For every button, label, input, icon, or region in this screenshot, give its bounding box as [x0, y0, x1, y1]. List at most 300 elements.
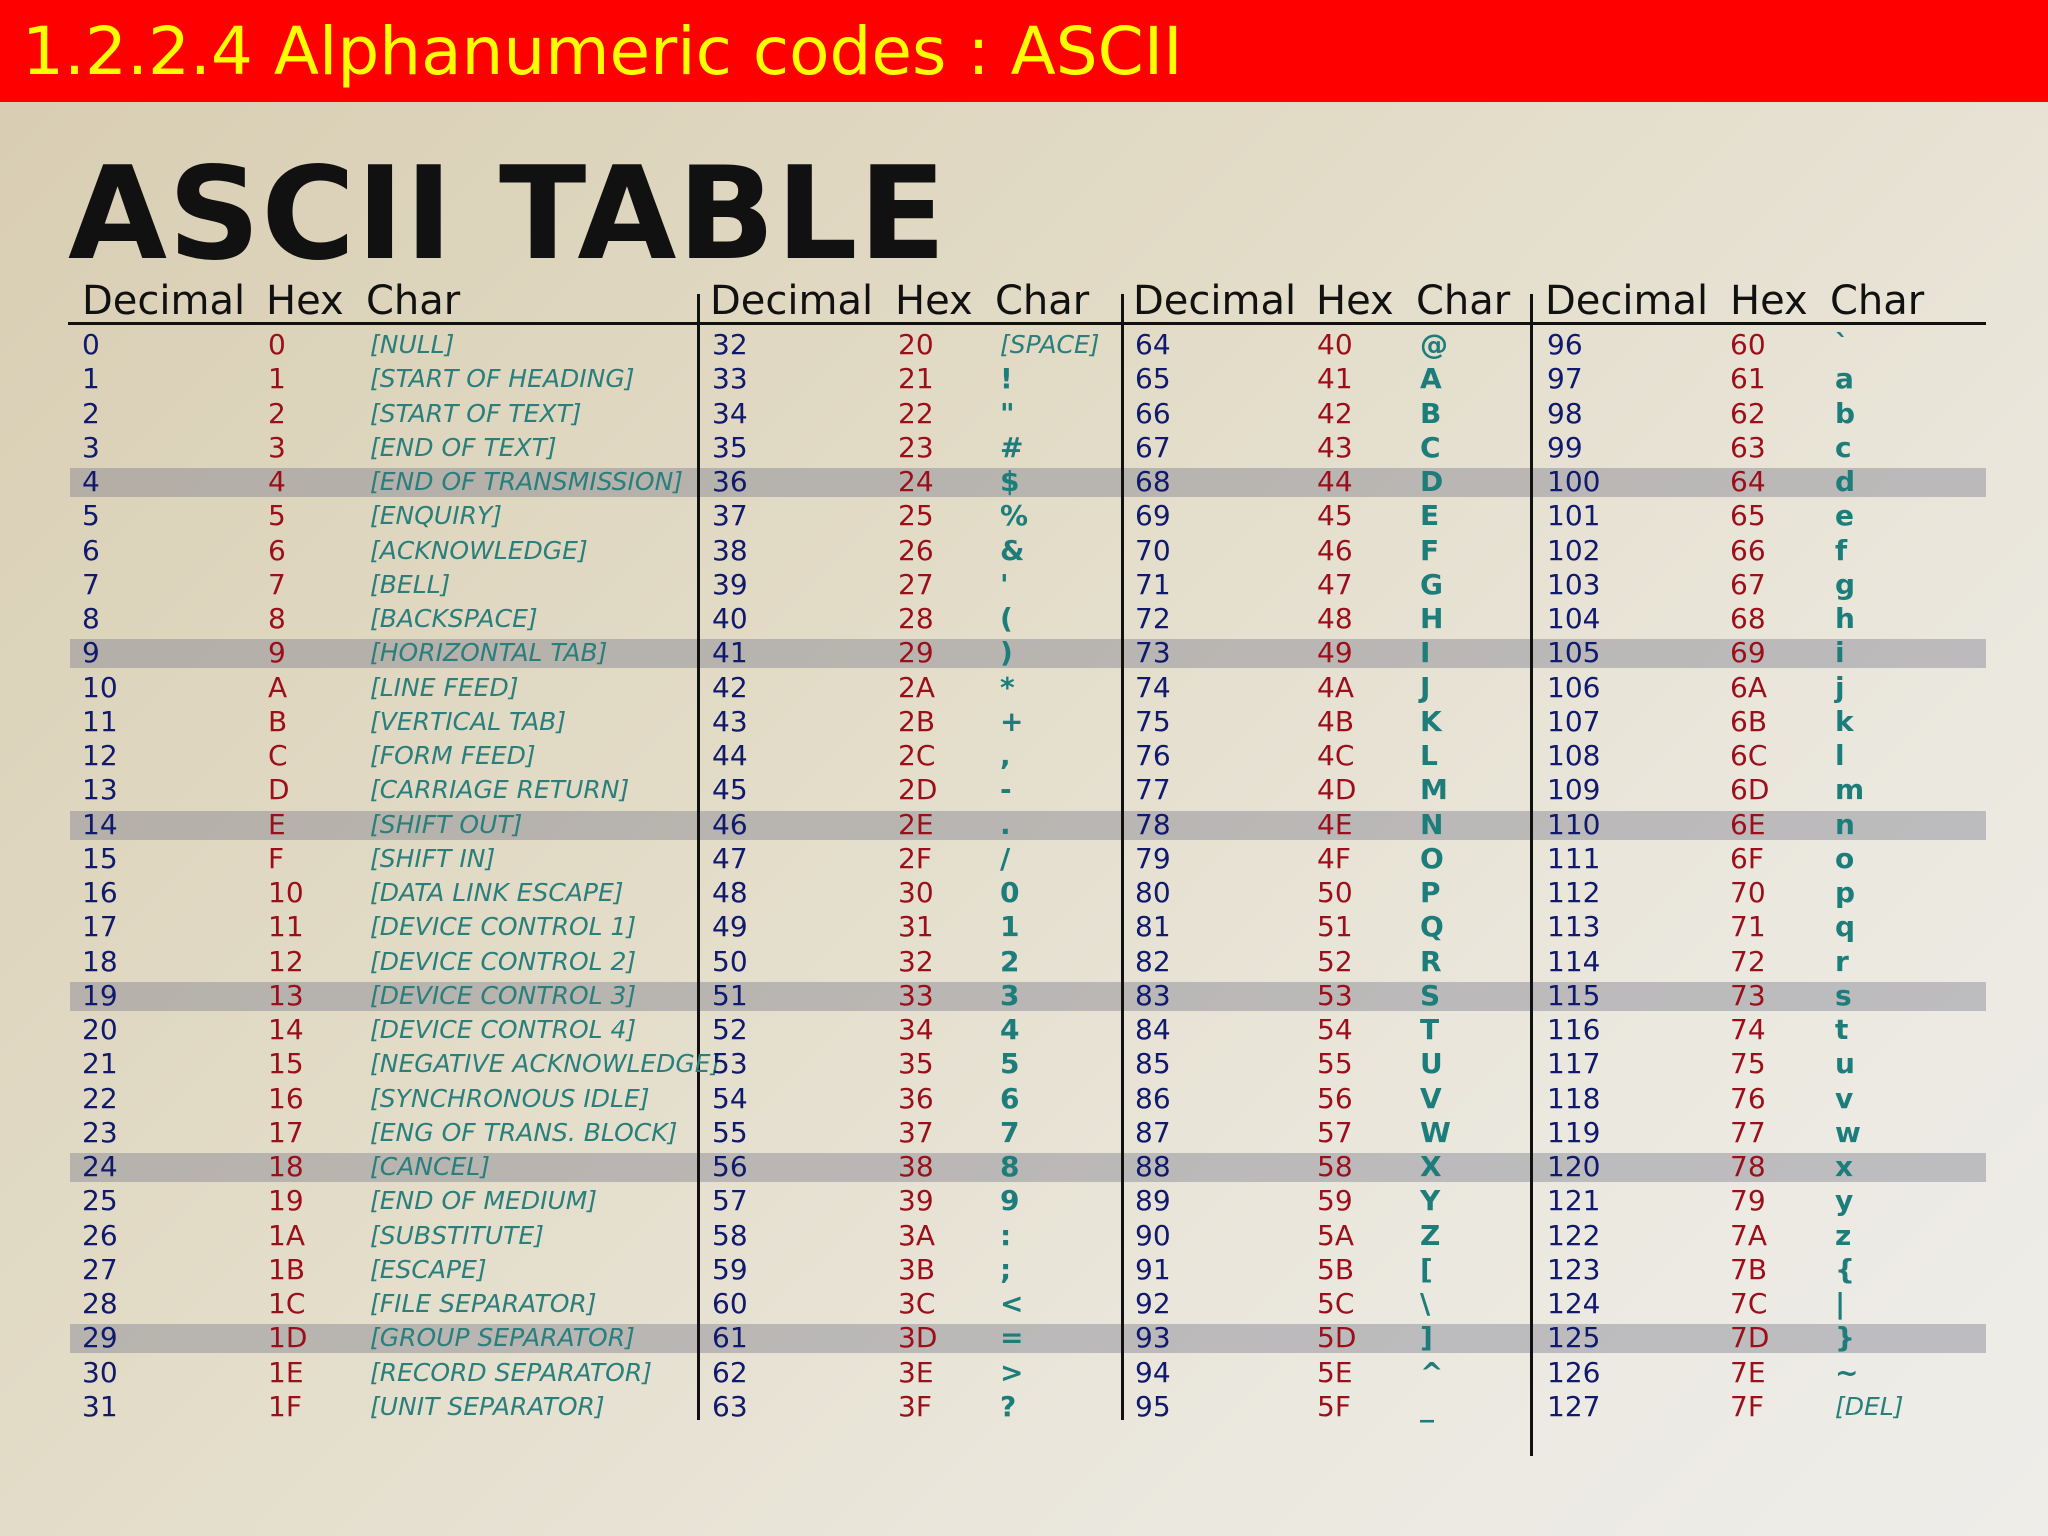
hex-cell: 67	[1730, 567, 1766, 601]
decimal-cell: 91	[1135, 1252, 1171, 1286]
hex-cell: 1C	[268, 1287, 306, 1320]
char-cell: K	[1420, 704, 1442, 738]
char-cell: r	[1835, 944, 1849, 978]
hex-cell: 77	[1730, 1115, 1766, 1149]
decimal-cell: 3	[82, 430, 100, 464]
slide-title: 1.2.2.4 Alphanumeric codes : ASCII	[22, 13, 1183, 90]
char-cell: [SYNCHRONOUS IDLE]	[370, 1083, 650, 1113]
decimal-cell: 63	[712, 1389, 748, 1423]
hex-cell: 63	[1730, 430, 1766, 464]
decimal-cell: 115	[1547, 978, 1601, 1012]
decimal-cell: 81	[1135, 910, 1171, 944]
hex-cell: 17	[268, 1115, 304, 1149]
char-cell: V	[1420, 1081, 1442, 1115]
hex-cell: 72	[1730, 944, 1766, 978]
decimal-cell: 33	[712, 362, 748, 396]
hex-cell: 42	[1317, 396, 1353, 430]
decimal-cell: 7	[82, 567, 100, 601]
decimal-cell: 82	[1135, 944, 1171, 978]
char-cell: S	[1420, 978, 1441, 1012]
hex-cell: 30	[898, 876, 934, 909]
hex-cell: 1A	[268, 1218, 305, 1252]
char-cell: [CARRIAGE RETURN]	[370, 775, 630, 805]
decimal-cell: 22	[82, 1081, 118, 1115]
decimal-cell: 57	[712, 1184, 748, 1218]
column-divider	[1530, 294, 1533, 1456]
char-cell: q	[1835, 910, 1856, 944]
char-cell: w	[1835, 1115, 1861, 1149]
hex-cell: 6	[268, 533, 286, 567]
char-cell: o	[1835, 841, 1855, 875]
column-header-char: Char	[1830, 278, 1925, 324]
hex-cell: 19	[268, 1184, 304, 1218]
decimal-cell: 40	[712, 602, 748, 635]
char-cell: u	[1835, 1047, 1855, 1081]
decimal-cell: 26	[82, 1218, 118, 1252]
decimal-cell: 5	[82, 499, 100, 533]
hex-cell: 4B	[1317, 704, 1355, 738]
char-cell: [HORIZONTAL TAB]	[370, 638, 608, 668]
hex-cell: E	[268, 807, 286, 841]
hex-cell: 48	[1317, 602, 1353, 635]
hex-cell: 58	[1317, 1150, 1353, 1183]
char-cell: $	[1000, 465, 1020, 498]
column-header-char: Char	[1416, 278, 1511, 324]
decimal-cell: 98	[1547, 396, 1583, 430]
hex-cell: 4E	[1317, 807, 1353, 841]
decimal-cell: 61	[712, 1321, 748, 1355]
hex-cell: 31	[898, 910, 934, 944]
hex-cell: 49	[1317, 636, 1353, 670]
char-cell: l	[1835, 739, 1845, 772]
char-cell: [END OF MEDIUM]	[370, 1186, 598, 1216]
hex-cell: 64	[1730, 465, 1766, 498]
decimal-cell: 0	[82, 328, 100, 361]
hex-cell: 3	[268, 430, 286, 464]
hex-cell: 2	[268, 396, 286, 430]
hex-cell: 50	[1317, 876, 1353, 909]
highlight-row-band	[70, 468, 1986, 497]
decimal-cell: 34	[712, 396, 748, 430]
char-cell: :	[1000, 1218, 1012, 1252]
decimal-cell: 51	[712, 978, 748, 1012]
decimal-cell: 94	[1135, 1355, 1171, 1389]
char-cell: [NULL]	[370, 330, 455, 359]
hex-cell: 5D	[1317, 1321, 1357, 1355]
char-cell: [CANCEL]	[370, 1152, 490, 1181]
hex-cell: 2F	[898, 841, 932, 875]
char-cell: h	[1835, 602, 1855, 635]
char-cell: [BACKSPACE]	[370, 604, 538, 633]
decimal-cell: 44	[712, 739, 748, 772]
hex-cell: 73	[1730, 978, 1766, 1012]
decimal-cell: 24	[82, 1150, 118, 1183]
decimal-cell: 43	[712, 704, 748, 738]
decimal-cell: 41	[712, 636, 748, 670]
char-cell: 4	[1000, 1013, 1020, 1046]
decimal-cell: 17	[82, 910, 118, 944]
decimal-cell: 9	[82, 636, 100, 670]
char-cell: y	[1835, 1184, 1854, 1218]
hex-cell: 57	[1317, 1115, 1353, 1149]
hex-cell: 36	[898, 1081, 934, 1115]
char-cell: [GROUP SEPARATOR]	[370, 1323, 635, 1353]
char-cell: W	[1420, 1115, 1451, 1149]
hex-cell: 6D	[1730, 773, 1770, 807]
hex-cell: 55	[1317, 1047, 1353, 1081]
decimal-cell: 56	[712, 1150, 748, 1183]
decimal-cell: 6	[82, 533, 100, 567]
decimal-cell: 89	[1135, 1184, 1171, 1218]
decimal-cell: 78	[1135, 807, 1171, 841]
hex-cell: 1	[268, 362, 286, 396]
hex-cell: 56	[1317, 1081, 1353, 1115]
column-header-hex: Hex	[1730, 278, 1808, 324]
decimal-cell: 120	[1547, 1150, 1601, 1183]
char-cell: `	[1835, 328, 1849, 361]
decimal-cell: 104	[1547, 602, 1601, 635]
hex-cell: 1B	[268, 1252, 306, 1286]
decimal-cell: 79	[1135, 841, 1171, 875]
decimal-cell: 108	[1547, 739, 1601, 772]
hex-cell: 53	[1317, 978, 1353, 1012]
char-cell: +	[1000, 704, 1024, 738]
decimal-cell: 76	[1135, 739, 1171, 772]
char-cell: [ENG OF TRANS. BLOCK]	[370, 1117, 678, 1147]
hex-cell: 3D	[898, 1321, 938, 1355]
hex-cell: 45	[1317, 499, 1353, 533]
char-cell: t	[1835, 1013, 1849, 1046]
hex-cell: 62	[1730, 396, 1766, 430]
char-cell: L	[1420, 739, 1438, 772]
hex-cell: 3B	[898, 1252, 936, 1286]
decimal-cell: 125	[1547, 1321, 1601, 1355]
char-cell: =	[1000, 1321, 1024, 1355]
hex-cell: 39	[898, 1184, 934, 1218]
char-cell: 7	[1000, 1115, 1020, 1149]
column-header-decimal: Decimal	[1545, 278, 1709, 324]
hex-cell: 14	[268, 1013, 304, 1046]
hex-cell: 25	[898, 499, 934, 533]
hex-cell: 38	[898, 1150, 934, 1183]
decimal-cell: 2	[82, 396, 100, 430]
decimal-cell: 15	[82, 841, 118, 875]
hex-cell: 7	[268, 567, 286, 601]
decimal-cell: 12	[82, 739, 118, 772]
column-header-hex: Hex	[895, 278, 973, 324]
char-cell: [DEVICE CONTROL 1]	[370, 912, 637, 942]
char-cell: ,	[1000, 739, 1011, 772]
hex-cell: 76	[1730, 1081, 1766, 1115]
char-cell: [ESCAPE]	[370, 1254, 487, 1284]
hex-cell: 41	[1317, 362, 1353, 396]
hex-cell: 6C	[1730, 739, 1768, 772]
hex-cell: 26	[898, 533, 934, 567]
char-cell: v	[1835, 1081, 1854, 1115]
char-cell: .	[1000, 807, 1011, 841]
decimal-cell: 92	[1135, 1287, 1171, 1320]
hex-cell: 78	[1730, 1150, 1766, 1183]
hex-cell: F	[268, 841, 285, 875]
decimal-cell: 31	[82, 1389, 118, 1423]
hex-cell: 44	[1317, 465, 1353, 498]
hex-cell: 4C	[1317, 739, 1355, 772]
char-cell: %	[1000, 499, 1029, 533]
decimal-cell: 8	[82, 602, 100, 635]
hex-cell: 47	[1317, 567, 1353, 601]
char-cell: *	[1000, 670, 1015, 704]
hex-cell: 2B	[898, 704, 936, 738]
hex-cell: 3E	[898, 1355, 934, 1389]
hex-cell: 21	[898, 362, 934, 396]
highlight-row-band	[70, 811, 1986, 840]
hex-cell: 37	[898, 1115, 934, 1149]
highlight-row-band	[70, 639, 1986, 668]
char-cell: i	[1835, 636, 1845, 670]
decimal-cell: 123	[1547, 1252, 1601, 1286]
column-header-decimal: Decimal	[82, 278, 246, 324]
char-cell: c	[1835, 430, 1852, 464]
hex-cell: 33	[898, 978, 934, 1012]
hex-cell: 11	[268, 910, 304, 944]
decimal-cell: 42	[712, 670, 748, 704]
hex-cell: 40	[1317, 328, 1353, 361]
decimal-cell: 86	[1135, 1081, 1171, 1115]
decimal-cell: 23	[82, 1115, 118, 1149]
hex-cell: 68	[1730, 602, 1766, 635]
column-header-hex: Hex	[266, 278, 344, 324]
char-cell: [START OF TEXT]	[370, 398, 582, 428]
decimal-cell: 48	[712, 876, 748, 909]
hex-cell: 8	[268, 602, 286, 635]
decimal-cell: 80	[1135, 876, 1171, 909]
decimal-cell: 112	[1547, 876, 1601, 909]
hex-cell: 32	[898, 944, 934, 978]
char-cell: |	[1835, 1287, 1846, 1320]
char-cell: B	[1420, 396, 1442, 430]
hex-cell: 79	[1730, 1184, 1766, 1218]
hex-cell: 22	[898, 396, 934, 430]
hex-cell: D	[268, 773, 290, 807]
hex-cell: 2E	[898, 807, 934, 841]
char-cell: [SPACE]	[1000, 330, 1100, 359]
char-cell: [RECORD SEPARATOR]	[370, 1357, 652, 1387]
char-cell: X	[1420, 1150, 1442, 1183]
hex-cell: 71	[1730, 910, 1766, 944]
hex-cell: 52	[1317, 944, 1353, 978]
decimal-cell: 90	[1135, 1218, 1171, 1252]
decimal-cell: 109	[1547, 773, 1601, 807]
hex-cell: 5C	[1317, 1287, 1355, 1320]
decimal-cell: 117	[1547, 1047, 1601, 1081]
decimal-cell: 121	[1547, 1184, 1601, 1218]
hex-cell: 7E	[1730, 1355, 1766, 1389]
char-cell: 1	[1000, 910, 1020, 944]
char-cell: n	[1835, 807, 1855, 841]
char-cell: P	[1420, 876, 1441, 909]
char-cell: <	[1000, 1287, 1024, 1320]
char-cell: e	[1835, 499, 1854, 533]
decimal-cell: 18	[82, 944, 118, 978]
column-divider	[697, 294, 700, 1420]
column-header-decimal: Decimal	[710, 278, 874, 324]
decimal-cell: 88	[1135, 1150, 1171, 1183]
decimal-cell: 1	[82, 362, 100, 396]
decimal-cell: 45	[712, 773, 748, 807]
hex-cell: 7A	[1730, 1218, 1767, 1252]
char-cell: b	[1835, 396, 1856, 430]
char-cell: !	[1000, 362, 1013, 396]
column-header-decimal: Decimal	[1133, 278, 1297, 324]
hex-cell: 9	[268, 636, 286, 670]
decimal-cell: 101	[1547, 499, 1601, 533]
hex-cell: C	[268, 739, 288, 772]
column-header-char: Char	[995, 278, 1090, 324]
hex-cell: 6F	[1730, 841, 1764, 875]
decimal-cell: 68	[1135, 465, 1171, 498]
char-cell: _	[1420, 1389, 1434, 1423]
hex-cell: 74	[1730, 1013, 1766, 1046]
hex-cell: 4D	[1317, 773, 1357, 807]
hex-cell: 28	[898, 602, 934, 635]
char-cell: @	[1420, 328, 1448, 361]
char-cell: [VERTICAL TAB]	[370, 706, 567, 736]
hex-cell: 5B	[1317, 1252, 1355, 1286]
decimal-cell: 30	[82, 1355, 118, 1389]
decimal-cell: 32	[712, 328, 748, 361]
char-cell: a	[1835, 362, 1854, 396]
char-cell: D	[1420, 465, 1444, 498]
char-cell: R	[1420, 944, 1442, 978]
char-cell: j	[1835, 670, 1845, 704]
char-cell: J	[1420, 670, 1431, 704]
hex-cell: 0	[268, 328, 286, 361]
hex-cell: 3F	[898, 1389, 932, 1423]
decimal-cell: 127	[1547, 1389, 1601, 1423]
hex-cell: 1F	[268, 1389, 302, 1423]
decimal-cell: 27	[82, 1252, 118, 1286]
decimal-cell: 16	[82, 876, 118, 909]
decimal-cell: 58	[712, 1218, 748, 1252]
decimal-cell: 93	[1135, 1321, 1171, 1355]
char-cell: [DEVICE CONTROL 3]	[370, 980, 637, 1010]
hex-cell: 6B	[1730, 704, 1768, 738]
char-cell: (	[1000, 602, 1013, 635]
hex-cell: 35	[898, 1047, 934, 1081]
hex-cell: 2C	[898, 739, 936, 772]
decimal-cell: 14	[82, 807, 118, 841]
char-cell: 3	[1000, 978, 1020, 1012]
char-cell: E	[1420, 499, 1440, 533]
hex-cell: 1E	[268, 1355, 304, 1389]
decimal-cell: 118	[1547, 1081, 1601, 1115]
char-cell: G	[1420, 567, 1443, 601]
hex-cell: 12	[268, 944, 304, 978]
decimal-cell: 126	[1547, 1355, 1601, 1389]
char-cell: 9	[1000, 1184, 1020, 1218]
char-cell: x	[1835, 1150, 1854, 1183]
char-cell: A	[1420, 362, 1442, 396]
char-cell: ;	[1000, 1252, 1012, 1286]
hex-cell: 4A	[1317, 670, 1354, 704]
hex-cell: 66	[1730, 533, 1766, 567]
decimal-cell: 29	[82, 1321, 118, 1355]
char-cell: [LINE FEED]	[370, 672, 519, 702]
decimal-cell: 66	[1135, 396, 1171, 430]
hex-cell: A	[268, 670, 288, 704]
char-cell: m	[1835, 773, 1865, 807]
char-cell: [DEL]	[1835, 1391, 1904, 1421]
decimal-cell: 64	[1135, 328, 1171, 361]
decimal-cell: 11	[82, 704, 118, 738]
decimal-cell: 74	[1135, 670, 1171, 704]
decimal-cell: 49	[712, 910, 748, 944]
char-cell: [DATA LINK ESCAPE]	[370, 878, 624, 907]
decimal-cell: 124	[1547, 1287, 1601, 1320]
char-cell: H	[1420, 602, 1444, 635]
char-cell: ]	[1420, 1321, 1433, 1355]
char-cell: \	[1420, 1287, 1431, 1320]
decimal-cell: 59	[712, 1252, 748, 1286]
decimal-cell: 95	[1135, 1389, 1171, 1423]
decimal-cell: 21	[82, 1047, 118, 1081]
decimal-cell: 75	[1135, 704, 1171, 738]
decimal-cell: 55	[712, 1115, 748, 1149]
hex-cell: 24	[898, 465, 934, 498]
hex-cell: 29	[898, 636, 934, 670]
decimal-cell: 47	[712, 841, 748, 875]
hex-cell: 20	[898, 328, 934, 361]
char-cell: ?	[1000, 1389, 1017, 1423]
decimal-cell: 37	[712, 499, 748, 533]
hex-cell: 5F	[1317, 1389, 1351, 1423]
decimal-cell: 107	[1547, 704, 1601, 738]
hex-cell: B	[268, 704, 288, 738]
char-cell: "	[1000, 396, 1015, 430]
hex-cell: 6A	[1730, 670, 1767, 704]
char-cell: 6	[1000, 1081, 1020, 1115]
hex-cell: 59	[1317, 1184, 1353, 1218]
decimal-cell: 122	[1547, 1218, 1601, 1252]
decimal-cell: 70	[1135, 533, 1171, 567]
char-cell: g	[1835, 567, 1856, 601]
decimal-cell: 114	[1547, 944, 1601, 978]
hex-cell: 70	[1730, 876, 1766, 909]
char-cell: ~	[1835, 1355, 1859, 1389]
hex-cell: 7C	[1730, 1287, 1768, 1320]
hex-cell: 5E	[1317, 1355, 1353, 1389]
decimal-cell: 111	[1547, 841, 1601, 875]
decimal-cell: 72	[1135, 602, 1171, 635]
char-cell: I	[1420, 636, 1431, 670]
decimal-cell: 73	[1135, 636, 1171, 670]
hex-cell: 61	[1730, 362, 1766, 396]
decimal-cell: 39	[712, 567, 748, 601]
char-cell: [SUBSTITUTE]	[370, 1220, 544, 1250]
decimal-cell: 20	[82, 1013, 118, 1046]
hex-cell: 23	[898, 430, 934, 464]
decimal-cell: 13	[82, 773, 118, 807]
char-cell: 0	[1000, 876, 1020, 909]
hex-cell: 51	[1317, 910, 1353, 944]
char-cell: s	[1835, 978, 1852, 1012]
decimal-cell: 113	[1547, 910, 1601, 944]
char-cell: N	[1420, 807, 1444, 841]
char-cell: &	[1000, 533, 1025, 567]
decimal-cell: 50	[712, 944, 748, 978]
hex-cell: 6E	[1730, 807, 1766, 841]
hex-cell: 46	[1317, 533, 1353, 567]
